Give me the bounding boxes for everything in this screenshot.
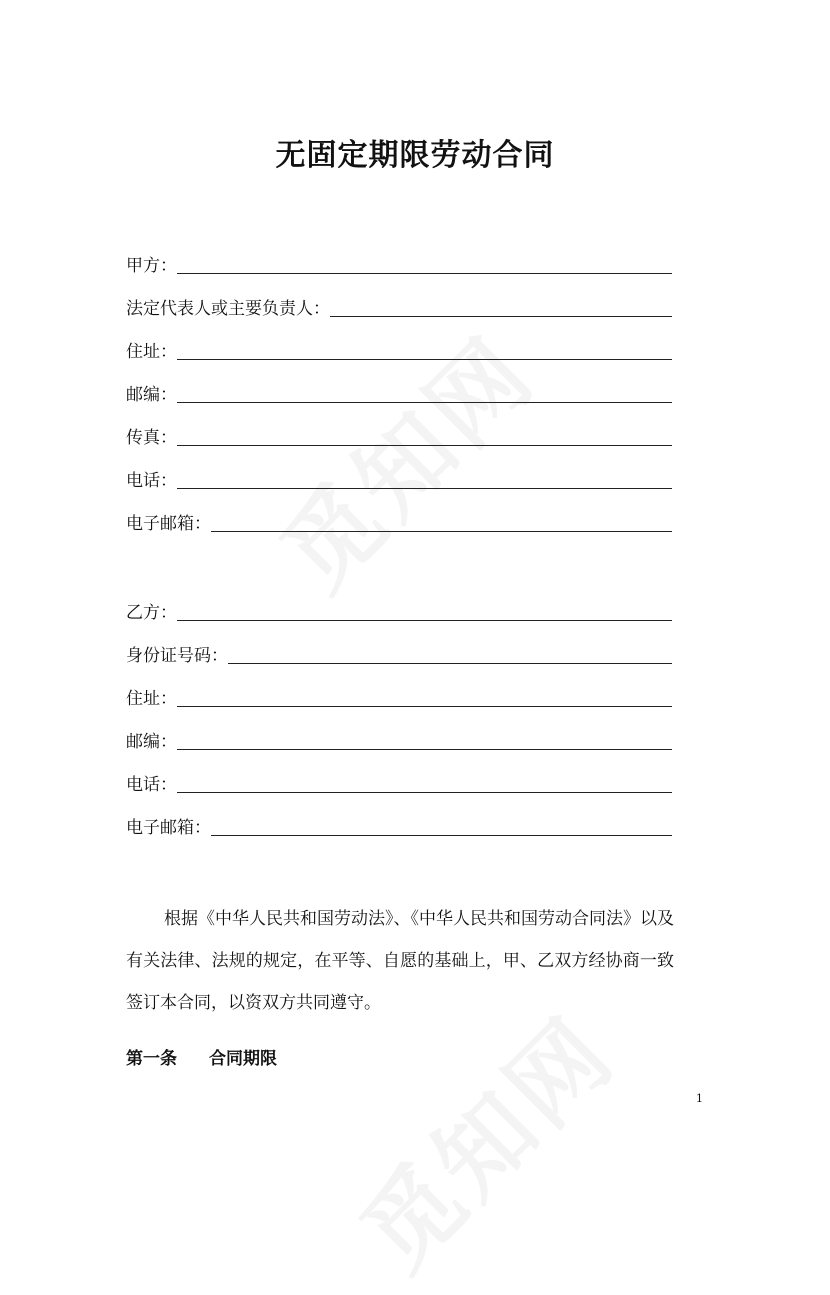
party-b-postcode-field[interactable] [126,724,672,754]
party-b-id-number-field[interactable] [126,638,672,668]
fill-line [177,401,672,403]
field-label: 邮编： [126,732,177,752]
field-label: 电话： [126,471,177,491]
fill-line [330,315,672,317]
party-b-name-field[interactable] [126,595,672,625]
party-a-email-field[interactable] [126,506,672,536]
field-label: 传真： [126,428,177,448]
field-label: 电话： [126,775,177,795]
fill-line [177,791,672,793]
party-a-phone-field[interactable] [126,463,672,493]
fill-line [228,662,672,664]
fill-line [177,748,672,750]
field-label: 邮编： [126,385,177,405]
fill-line [177,619,672,621]
field-label: 法定代表人或主要负责人： [126,299,330,319]
fill-line [177,358,672,360]
fill-line [211,834,672,836]
page-number: 1 [696,1092,703,1105]
party-b-address-field[interactable] [126,681,672,711]
fill-line [177,272,672,274]
watermark-bottom [326,982,639,1295]
fill-line [177,487,672,489]
article-heading [126,1044,277,1069]
field-label: 身份证号码： [126,646,228,666]
party-b-phone-field[interactable] [126,767,672,797]
party-a-legal-rep-field[interactable] [126,291,672,321]
article-number: 第一条 [126,1049,177,1069]
fill-line [177,705,672,707]
field-label: 住址： [126,689,177,709]
field-label: 电子邮箱： [126,514,211,534]
field-label: 甲方： [126,256,177,276]
party-a-name-field[interactable] [126,248,672,278]
party-a-fax-field[interactable] [126,420,672,450]
document-title: 无固定期限劳动合同 [275,138,555,173]
party-a-postcode-field[interactable] [126,377,672,407]
field-label: 住址： [126,342,177,362]
field-label: 乙方： [126,603,177,623]
preamble-paragraph: 根据《中华人民共和国劳动法》、《中华人民共和国劳动合同法》以及有关法律、法规的规定，在平等、自愿的基础上，甲、乙双方经协商一致签订本合同，以资双方共同遵守。 [126,909,674,1013]
party-b-email-field[interactable] [126,810,672,840]
fill-line [177,444,672,446]
fill-line [211,530,672,532]
party-a-address-field[interactable] [126,334,672,364]
field-label: 电子邮箱： [126,818,211,838]
article-title: 合同期限 [209,1049,277,1069]
